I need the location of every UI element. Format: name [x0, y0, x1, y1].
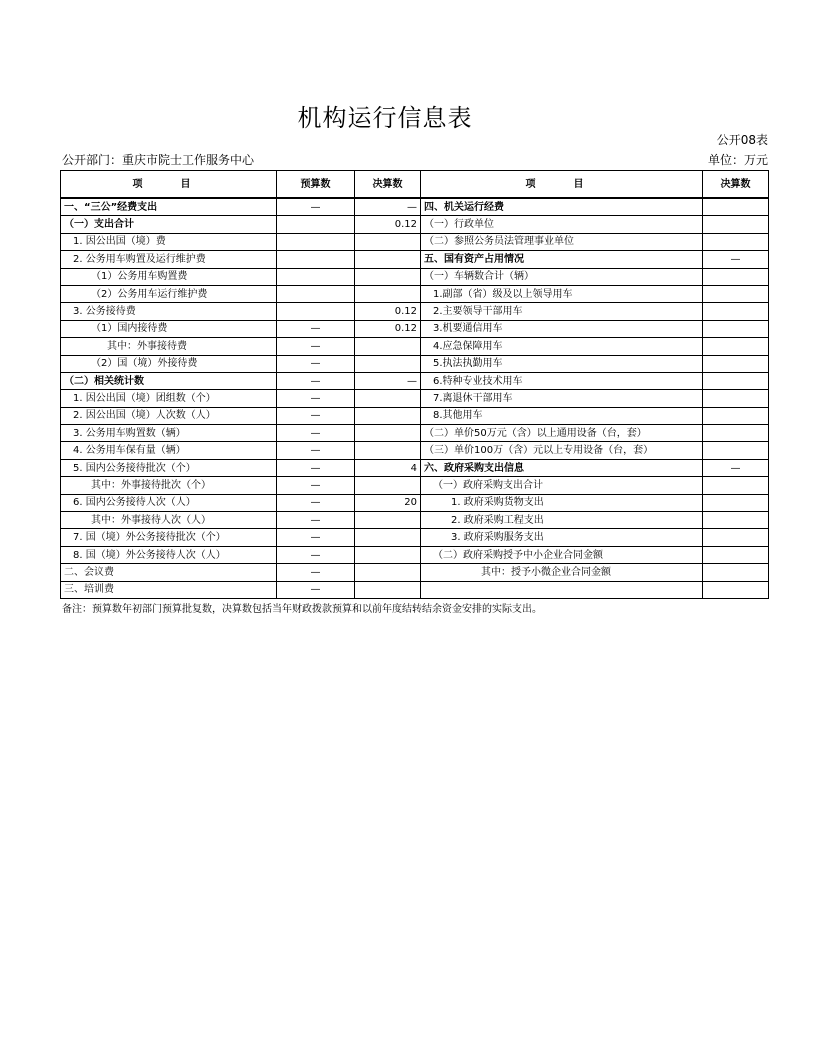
header-final-left: 决算数 — [355, 171, 421, 199]
right-final-cell — [703, 407, 769, 424]
right-item-cell: 六、政府采购支出信息 — [421, 459, 703, 476]
right-final-cell — [703, 425, 769, 442]
table-row — [61, 459, 769, 476]
table-row — [61, 512, 769, 529]
right-final-cell — [703, 442, 769, 459]
right-final-cell — [703, 512, 769, 529]
left-item-cell: （1）国内接待费 — [61, 320, 277, 337]
left-item-cell: （1）公务用车购置费 — [61, 268, 277, 285]
budget-cell — [277, 216, 355, 233]
budget-cell — [277, 303, 355, 320]
table-row — [61, 268, 769, 285]
left-item-cell: 二、会议费 — [61, 564, 277, 581]
right-item-cell — [421, 581, 703, 598]
budget-cell: — — [277, 198, 355, 216]
left-item-cell: 6. 国内公务接待人次（人） — [61, 494, 277, 511]
budget-cell: — — [277, 581, 355, 598]
table-row — [61, 285, 769, 302]
left-item-cell: 一、“三公”经费支出 — [61, 198, 277, 216]
left-item-cell: 1. 因公出国（境）费 — [61, 233, 277, 250]
final-amount-cell: 20 — [355, 494, 421, 511]
final-amount-cell: — — [355, 372, 421, 389]
budget-cell: — — [277, 338, 355, 355]
budget-cell: — — [277, 372, 355, 389]
final-amount-cell — [355, 477, 421, 494]
budget-cell: — — [277, 425, 355, 442]
budget-cell — [277, 233, 355, 250]
budget-cell: — — [277, 320, 355, 337]
left-item-cell: （二）相关统计数 — [61, 372, 277, 389]
final-amount-cell — [355, 268, 421, 285]
right-final-cell — [703, 216, 769, 233]
right-item-cell: （三）单价100万（含）元以上专用设备（台，套） — [421, 442, 703, 459]
right-item-cell: （一）车辆数合计（辆） — [421, 268, 703, 285]
left-item-cell: 1. 因公出国（境）团组数（个） — [61, 390, 277, 407]
right-final-cell: — — [703, 251, 769, 268]
budget-cell — [277, 268, 355, 285]
left-item-cell: 3. 公务接待费 — [61, 303, 277, 320]
table-row — [61, 372, 769, 389]
final-amount-cell: — — [355, 198, 421, 216]
header-item-right: 项 目 — [421, 171, 703, 199]
budget-cell: — — [277, 407, 355, 424]
table-row — [61, 546, 769, 563]
header-item-left: 项 目 — [61, 171, 277, 199]
right-item-cell: 2. 政府采购工程支出 — [421, 512, 703, 529]
left-item-cell: （2）国（境）外接待费 — [61, 355, 277, 372]
right-final-cell — [703, 581, 769, 598]
budget-cell: — — [277, 494, 355, 511]
table-row — [61, 303, 769, 320]
right-item-cell: 6.特种专业技术用车 — [421, 372, 703, 389]
table-row — [61, 390, 769, 407]
final-amount-cell — [355, 233, 421, 250]
right-final-cell — [703, 529, 769, 546]
budget-cell: — — [277, 546, 355, 563]
left-item-cell: 5. 国内公务接待批次（个） — [61, 459, 277, 476]
table-row — [61, 338, 769, 355]
left-item-cell: 三、培训费 — [61, 581, 277, 598]
budget-cell: — — [277, 390, 355, 407]
right-item-cell: 其中：授予小微企业合同金额 — [421, 564, 703, 581]
right-item-cell: 1. 政府采购货物支出 — [421, 494, 703, 511]
budget-cell: — — [277, 529, 355, 546]
department-label: 公开部门：重庆市院士工作服务中心 — [62, 153, 255, 167]
right-final-cell — [703, 564, 769, 581]
table-row — [61, 477, 769, 494]
table-row — [61, 425, 769, 442]
right-item-cell: 四、机关运行经费 — [421, 198, 703, 216]
final-amount-cell — [355, 546, 421, 563]
table-row — [61, 355, 769, 372]
header-row — [61, 171, 769, 199]
right-final-cell — [703, 390, 769, 407]
final-amount-cell — [355, 251, 421, 268]
table-row — [61, 216, 769, 233]
table-row — [61, 581, 769, 598]
left-item-cell: 其中：外事接待批次（个） — [61, 477, 277, 494]
right-item-cell: 8.其他用车 — [421, 407, 703, 424]
left-item-cell: 7. 国（境）外公务接待批次（个） — [61, 529, 277, 546]
left-item-cell: 8. 国（境）外公务接待人次（人） — [61, 546, 277, 563]
final-amount-cell — [355, 529, 421, 546]
right-item-cell: 7.离退休干部用车 — [421, 390, 703, 407]
form-number: 公开08表 — [716, 133, 768, 147]
right-final-cell — [703, 355, 769, 372]
right-final-cell — [703, 233, 769, 250]
final-amount-cell — [355, 581, 421, 598]
right-final-cell: — — [703, 459, 769, 476]
final-amount-cell — [355, 425, 421, 442]
left-item-cell: 3. 公务用车购置数（辆） — [61, 425, 277, 442]
table-row — [61, 494, 769, 511]
right-item-cell: 4.应急保障用车 — [421, 338, 703, 355]
budget-cell: — — [277, 442, 355, 459]
right-item-cell: 1.副部（省）级及以上领导用车 — [421, 285, 703, 302]
right-item-cell: 3. 政府采购服务支出 — [421, 529, 703, 546]
left-item-cell: 2. 因公出国（境）人次数（人） — [61, 407, 277, 424]
final-amount-cell — [355, 442, 421, 459]
final-amount-cell — [355, 285, 421, 302]
footnote: 备注：预算数年初部门预算批复数，决算数包括当年财政拨款预算和以前年度结转结余资金安排的实际支出。 — [62, 604, 542, 615]
budget-cell: — — [277, 477, 355, 494]
final-amount-cell: 0.12 — [355, 320, 421, 337]
table-row — [61, 198, 769, 216]
operation-info-table — [60, 170, 769, 599]
right-final-cell — [703, 303, 769, 320]
table-row — [61, 442, 769, 459]
right-item-cell: 5.执法执勤用车 — [421, 355, 703, 372]
final-amount-cell — [355, 564, 421, 581]
final-amount-cell — [355, 355, 421, 372]
left-item-cell: （一）支出合计 — [61, 216, 277, 233]
final-amount-cell: 0.12 — [355, 303, 421, 320]
table-row — [61, 407, 769, 424]
right-item-cell: 五、国有资产占用情况 — [421, 251, 703, 268]
table-row — [61, 529, 769, 546]
right-final-cell — [703, 338, 769, 355]
right-item-cell: 3.机要通信用车 — [421, 320, 703, 337]
final-amount-cell — [355, 512, 421, 529]
left-item-cell: 其中：外事接待费 — [61, 338, 277, 355]
budget-cell: — — [277, 564, 355, 581]
budget-cell: — — [277, 512, 355, 529]
table-row — [61, 233, 769, 250]
table-row — [61, 320, 769, 337]
left-item-cell: 其中：外事接待人次（人） — [61, 512, 277, 529]
right-final-cell — [703, 494, 769, 511]
right-final-cell — [703, 198, 769, 216]
header-final-right: 决算数 — [703, 171, 769, 199]
right-final-cell — [703, 285, 769, 302]
left-item-cell: 4. 公务用车保有量（辆） — [61, 442, 277, 459]
right-item-cell: （二）政府采购授予中小企业合同金额 — [421, 546, 703, 563]
right-item-cell: （一）行政单位 — [421, 216, 703, 233]
header-budget: 预算数 — [277, 171, 355, 199]
right-item-cell: 2.主要领导干部用车 — [421, 303, 703, 320]
budget-cell — [277, 285, 355, 302]
page-title: 机构运行信息表 — [297, 104, 473, 132]
right-final-cell — [703, 477, 769, 494]
final-amount-cell — [355, 407, 421, 424]
right-final-cell — [703, 320, 769, 337]
final-amount-cell — [355, 338, 421, 355]
table-row — [61, 251, 769, 268]
right-final-cell — [703, 268, 769, 285]
unit-label: 单位：万元 — [707, 153, 768, 167]
final-amount-cell — [355, 390, 421, 407]
table-row — [61, 564, 769, 581]
left-item-cell: （2）公务用车运行维护费 — [61, 285, 277, 302]
final-amount-cell: 4 — [355, 459, 421, 476]
right-item-cell: （一）政府采购支出合计 — [421, 477, 703, 494]
left-item-cell: 2. 公务用车购置及运行维护费 — [61, 251, 277, 268]
budget-cell: — — [277, 459, 355, 476]
right-item-cell: （二）参照公务员法管理事业单位 — [421, 233, 703, 250]
right-final-cell — [703, 372, 769, 389]
right-item-cell: （二）单价50万元（含）以上通用设备（台，套） — [421, 425, 703, 442]
budget-cell — [277, 251, 355, 268]
right-final-cell — [703, 546, 769, 563]
budget-cell: — — [277, 355, 355, 372]
final-amount-cell: 0.12 — [355, 216, 421, 233]
